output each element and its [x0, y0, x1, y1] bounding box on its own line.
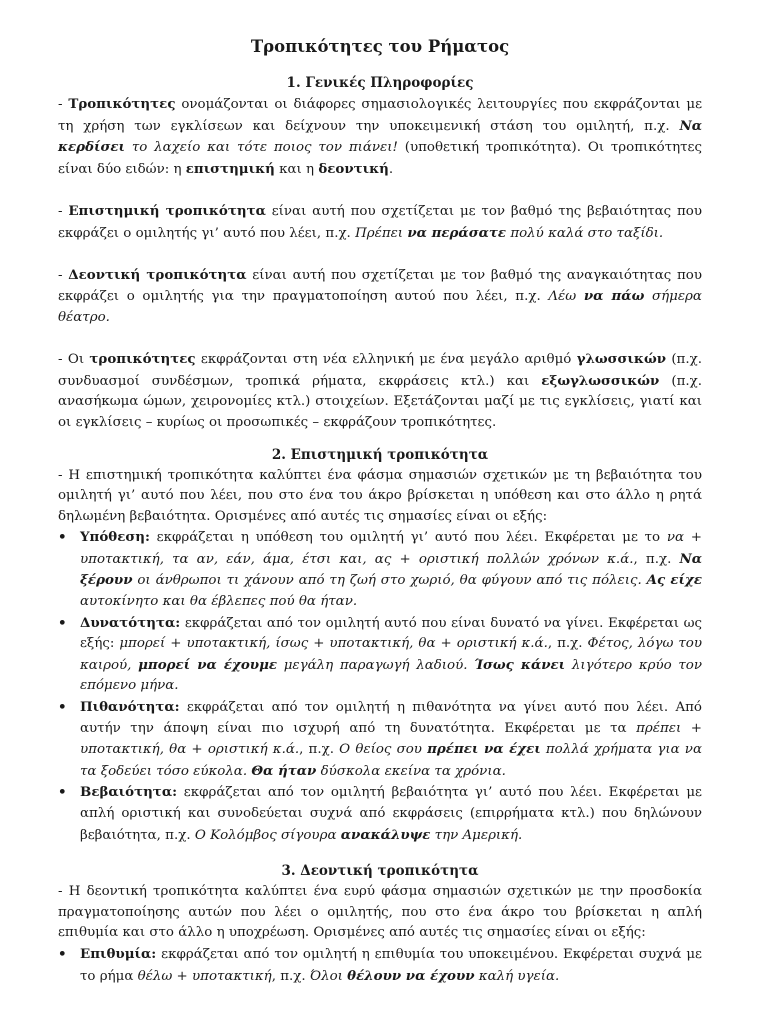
bullet-icon: •: [58, 945, 67, 962]
list-item-probability: • Πιθανότητα: εκφράζεται από τον ομιλητή η πιθανότητα να γίνει αυτό που λέει. Από αυτήν την άποψη είναι πιο ισχυρή από τη δυνατότητα. Εκφέρεται με τα πρέπει + υποτακτική, θα + οριστική κ.ά., π.χ. Ο θείος σου πρέπει να έχει πολλά χρήματα για να τα ξοδεύει τόσο εύκολα. Θα ήταν δύσκολα εκείνα τα χρόνια.: [58, 699, 702, 779]
list-item-hypothesis: • Υπόθεση: εκφράζεται η υπόθεση του ομιλητή γι’ αυτό που λέει. Εκφέρεται με το να + υποτακτική, τα αν, εάν, άμα, έτσι και, ας + οριστική πολλών χρόνων κ.ά., π.χ. Να ξέρουν οι άνθρωποι τι χάνουν από τη ζωή στο χωριό, θα φύγουν από τις πόλεις. Ας είχε αυτοκίνητο και θα έβλεπες πού θα ήταν.: [58, 529, 703, 610]
section-1-paragraph-4: - Οι τροπικότητες εκφράζονται στη νέα ελληνική με ένα μεγάλο αριθμό γλωσσικών (π.χ. συνδυασμοί συνδέσμων, τροπικά ρήματα, εκφράσεις κτλ.) και εξωγλωσσικών (π.χ. ανασήκωμα ώμων, χειρονομίες κτλ.) στοιχείων. Εξετάζονται μαζί με τις εγκλίσεις, γιατί και οι εγκλίσεις – κυρίως οι προσωπικές – εκφράζουν τροπικότητες.: [58, 351, 702, 430]
document-page: [58, 36, 702, 987]
section-3-heading: 3. Δεοντική τροπικότητα: [281, 863, 479, 880]
section-2-list: [58, 527, 702, 846]
list-item-certainty: • Βεβαιότητα: εκφράζεται από τον ομιλητή βεβαιότητα γι’ αυτό που λέει. Εκφέρεται με απλή οριστική και συνοδεύεται συχνά από εκφράσεις (επιρρήματα κτλ.) που δηλώνουν βεβαιότητα, π.χ. Ο Κολόμβος σίγουρα ανακάλυψε την Αμερική.: [58, 784, 702, 843]
section-1-paragraph-1: - Τροπικότητες ονομάζονται οι διάφορες σημασιολογικές λειτουργίες που εκφράζονται με τη χρήση των εγκλίσεων και δείχνουν την υποκειμενική στάση του ομιλητή, π.χ. Να κερδίσει το λαχείο και τότε ποιος τον πιάνει! (υποθετική τροπικότητα). Οι τροπικότητες είναι δύο ειδών: η επιστημική και η δεοντική.: [58, 96, 703, 177]
list-item-possibility: • Δυνατότητα: εκφράζεται από τον ομιλητή αυτό που είναι δυνατό να γίνει. Εκφέρεται ως εξής: μπορεί + υποτακτική, ίσως + υποτακτική, θα + οριστική κ.ά., π.χ. Φέτος, λόγω του καιρού, μπορεί να έχουμε μεγάλη παραγωγή λαδιού. Ίσως κάνει λιγότερο κρύο τον επόμενο μήνα.: [58, 614, 703, 694]
section-2-heading: 2. Επιστημική τροπικότητα: [271, 446, 489, 463]
bullet-icon: •: [58, 529, 67, 546]
bullet-icon: •: [58, 614, 67, 631]
bullet-icon: •: [58, 699, 67, 716]
section-2-intro: - Η επιστημική τροπικότητα καλύπτει ένα φάσμα σημασιών σχετικών με τη βεβαιότητα του ομιλητή γι’ αυτό που λέει, που στο ένα του άκρο βρίσκεται η υπόθεση και στο άλλο η ρητά δηλωμένη βεβαιότητα. Ορισμένες από αυτές τις σημασίες είναι οι εξής:: [58, 467, 702, 524]
section-3-intro: - Η δεοντική τροπικότητα καλύπτει ένα ευρύ φάσμα σημασιών σχετικών με την προσδοκία πραγματοποίησης αυτών που λέει ο ομιλητής, που στο ένα άκρο του βρίσκεται η απλή επιθυμία και στο άλλο η υποχρέωση. Ορισμένες από αυτές τις σημασίες είναι οι εξής:: [58, 884, 702, 941]
document-title: Τροπικότητες του Ρήματος: [250, 37, 510, 56]
section-1-paragraph-3: - Δεοντική τροπικότητα είναι αυτή που σχετίζεται με τον βαθμό της αναγκαιότητας που εκφράζει ο ομιλητής για την πραγματοποίηση αυτού που λέει, π.χ. Λέω να πάω σήμερα θέατρο.: [58, 266, 702, 325]
section-3-list: [58, 944, 702, 987]
section-1-heading: 1. Γενικές Πληροφορίες: [286, 75, 474, 91]
list-item-desire: • Επιθυμία: εκφράζεται από τον ομιλητή η επιθυμία του υποκειμένου. Εκφέρεται συχνά με το ρήμα θέλω + υποτακτική, π.χ. Όλοι θέλουν να έχουν καλή υγεία.: [58, 945, 702, 984]
section-1-paragraph-2: - Επιστημική τροπικότητα είναι αυτή που σχετίζεται με τον βαθμό της βεβαιότητας που εκφράζει ο ομιλητής γι’ αυτό που λέει, π.χ. Πρέπει να περάσατε πολύ καλά στο ταξίδι.: [58, 202, 703, 241]
bullet-icon: •: [58, 784, 67, 801]
